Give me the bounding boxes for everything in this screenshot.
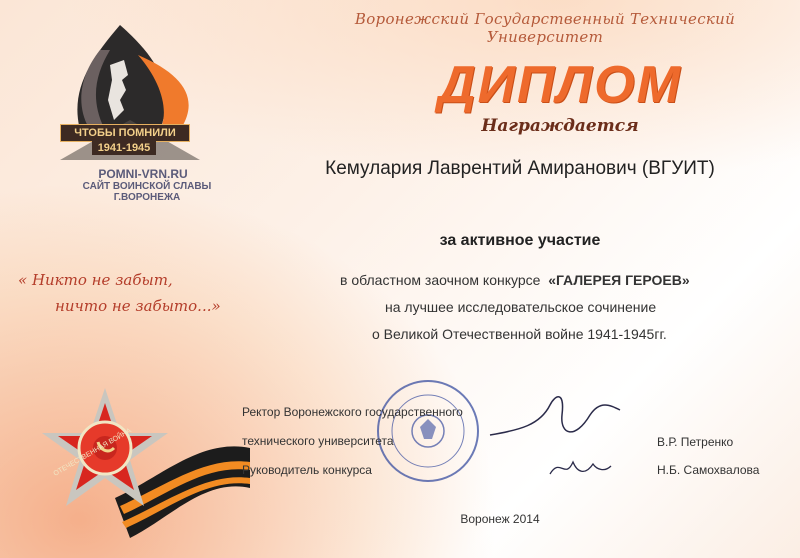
university-name: Воронежский Государственный Технический Университет xyxy=(354,10,736,46)
leader-title: Руководитель конкурса xyxy=(242,463,372,477)
logo-banner-years: 1941-1945 xyxy=(92,141,156,155)
essay-line: на лучшее исследовательское сочинение xyxy=(385,299,657,315)
order-ring-label: ОТЕЧЕСТВЕННАЯ ВОЙНА xyxy=(52,427,133,478)
rector-name: В.Р. Петренко xyxy=(657,435,734,449)
award-reason: за активное участие xyxy=(439,232,601,249)
site-name: САЙТ ВОИНСКОЙ СЛАВЫ Г.ВОРОНЕЖА xyxy=(82,181,212,203)
awarded-label: Награждается xyxy=(481,116,639,136)
contest-prefix: в областном заочном конкурсе xyxy=(340,272,541,288)
diploma-title: ДИПЛОМ xyxy=(438,56,682,114)
logo-banner: ЧТОБЫ ПОМНИЛИ xyxy=(60,124,190,142)
quote-line-1: « Никто не забыт, xyxy=(18,271,173,289)
site-url: POMNI-VRN.RU xyxy=(98,167,188,181)
war-line: о Великой Отечественной войне 1941-1945гг. xyxy=(372,326,667,342)
quote-line-2: ничто не забыто...» xyxy=(55,297,221,315)
leader-signature xyxy=(545,452,615,482)
contest-name: «ГАЛЕРЕЯ ГЕРОЕВ» xyxy=(548,272,690,288)
contest-line xyxy=(340,272,690,288)
order-ring-text xyxy=(40,420,160,480)
leader-name: Н.Б. Самохвалова xyxy=(657,463,760,477)
rector-signature xyxy=(480,385,630,455)
recipient-name: Кемулария Лаврентий Амиранович (ВГУИТ) xyxy=(325,158,715,179)
official-stamp xyxy=(374,377,482,485)
rector-title-line-1: Ректор Воронежского государственного xyxy=(242,405,463,419)
rector-title-line-2: технического университета xyxy=(242,434,394,448)
city-year: Воронеж 2014 xyxy=(460,512,540,526)
